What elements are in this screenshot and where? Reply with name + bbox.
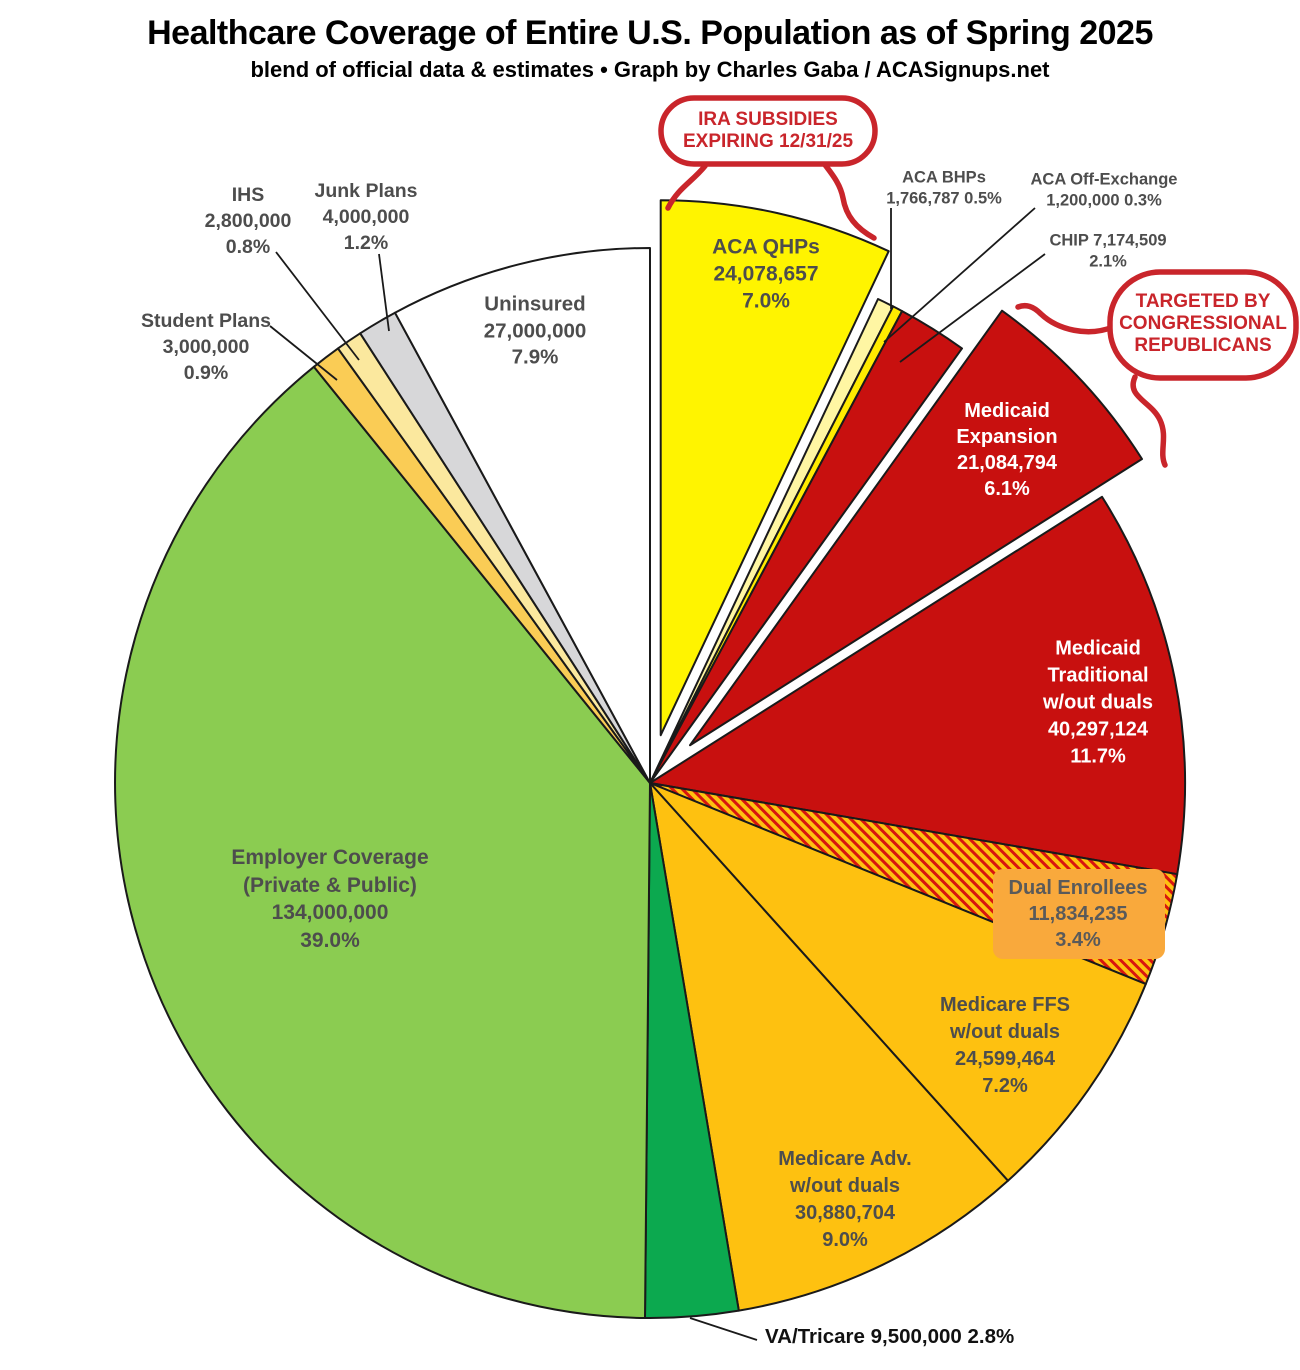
label-background-dual-enrollees <box>993 869 1165 959</box>
leader-line-student-plans <box>270 326 337 380</box>
slice-label-line: 2.1% <box>1089 252 1127 270</box>
annotation-bubble-ira-subsidies <box>661 98 875 164</box>
slice-label-line: 4,000,000 <box>322 206 410 228</box>
chart-title: Healthcare Coverage of Entire U.S. Population as of Spring 2025 <box>147 14 1153 52</box>
slice-label-line: 7.2% <box>982 1075 1028 1097</box>
slice-label-line: CHIP 7,174,509 <box>1049 231 1167 250</box>
slice-label-line: 30,880,704 <box>794 1202 896 1224</box>
leader-line-va-tricare <box>690 1318 757 1340</box>
chart-header <box>0 14 1300 83</box>
slice-label-line: Dual Enrollees <box>1008 877 1148 899</box>
slice-label-line: 3,000,000 <box>162 336 250 358</box>
slice-label-line: Student Plans <box>140 310 272 332</box>
slice-label-line: VA/Tricare 9,500,000 2.8% <box>765 1325 1015 1348</box>
slice-label-line: 1,766,787 0.5% <box>886 189 1002 207</box>
slice-label-line: 2,800,000 <box>204 210 292 232</box>
slice-label-line: Junk Plans <box>314 180 418 202</box>
slice-label-line: 9.0% <box>822 1229 868 1251</box>
slice-label-line: 7.0% <box>742 289 790 313</box>
annotation-tail-targeted-by-congressional-republicans-0 <box>1018 306 1113 332</box>
slice-label-line: IHS <box>231 184 265 206</box>
slice-label-line: 134,000,000 <box>271 901 389 924</box>
chart-subtitle: blend of official data & estimates • Graph by Charles Gaba / ACASignups.net <box>250 57 1050 83</box>
annotation-text-line: CONGRESSIONAL <box>1119 313 1287 334</box>
slice-label-line: 7.9% <box>511 345 559 369</box>
slice-label-line: Medicare Adv. <box>778 1148 912 1170</box>
slice-label-line: 0.8% <box>225 236 271 258</box>
slice-label-line: 11,834,235 <box>1028 903 1128 925</box>
slice-label-line: Medicare FFS <box>939 994 1071 1016</box>
slice-label-line: 0.9% <box>183 362 229 384</box>
slice-label-line: 27,000,000 <box>483 318 587 342</box>
slice-label-line: 3.4% <box>1055 929 1101 951</box>
slice-label-line: 24,599,464 <box>954 1048 1056 1070</box>
leader-line-ihs <box>276 252 359 360</box>
slice-label-line: Medicaid <box>964 400 1050 422</box>
slice-label-line: w/out duals <box>789 1175 900 1197</box>
slice-label-line: Traditional <box>1047 664 1149 687</box>
slice-label-line: (Private & Public) <box>243 873 417 897</box>
annotation-bubble-targeted-by-congressional-republicans <box>1110 272 1296 378</box>
slice-label-line: 1,200,000 0.3% <box>1046 191 1162 209</box>
slice-label-line: Medicaid <box>1055 637 1141 660</box>
annotation-text-line: TARGETED BY <box>1135 291 1271 312</box>
slice-label-line: ACA Off-Exchange <box>1030 170 1178 189</box>
slice-label-line: 6.1% <box>984 478 1030 500</box>
slice-label-line: 40,297,124 <box>1047 718 1149 741</box>
annotation-text-line: EXPIRING 12/31/25 <box>682 131 854 152</box>
slice-label-line: 24,078,657 <box>713 262 819 286</box>
slice-label-line: 39.0% <box>300 928 360 952</box>
slice-label-line: Expansion <box>956 426 1058 448</box>
slice-label-line: w/out duals <box>949 1021 1060 1043</box>
slice-label-line: ACA QHPs <box>712 235 820 259</box>
slice-label-line: Uninsured <box>484 292 586 316</box>
slice-label-line: 21,084,794 <box>956 452 1058 474</box>
slice-label-line: 11.7% <box>1070 745 1126 768</box>
annotation-text-line: REPUBLICANS <box>1134 335 1272 356</box>
annotation-text-line: IRA SUBSIDIES <box>698 109 838 130</box>
slice-label-line: 1.2% <box>343 232 389 254</box>
slice-label-line: w/out duals <box>1043 691 1153 714</box>
slice-label-line: Employer Coverage <box>231 846 429 869</box>
slice-label-line: ACA BHPs <box>902 168 986 187</box>
